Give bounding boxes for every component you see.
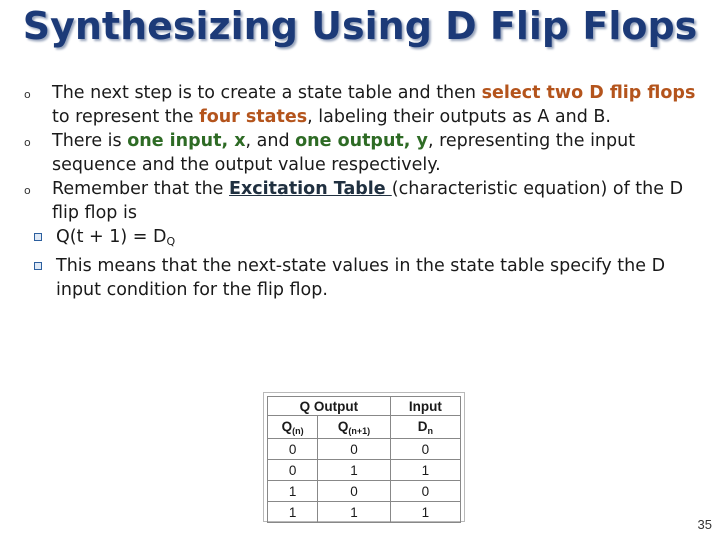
text-run: , and [245, 131, 296, 151]
excitation-table-image [263, 392, 465, 522]
table-cell: 1 [268, 502, 318, 523]
table-group-header: Input [390, 397, 460, 416]
bullet-text [52, 179, 683, 223]
highlight-text: one output, y [295, 131, 428, 151]
bullet-text [52, 83, 695, 127]
bullet-text [52, 131, 635, 175]
table-column-header: $Q_{(n)}$ [268, 416, 318, 439]
text-run: (characteristic equation) of the D flip flop is [52, 179, 684, 223]
table-cell: 1 [390, 460, 460, 481]
bullet-item [24, 177, 700, 225]
highlight-text: four states [199, 107, 308, 127]
square-bullet-icon [34, 262, 42, 270]
sub-bullet-text: Q(t + 1) = D [56, 227, 167, 247]
table-column-header-row [268, 416, 461, 439]
text-run: There is [52, 131, 128, 151]
table-cell: 0 [390, 481, 460, 502]
table-group-header: Q Output [268, 397, 391, 416]
table-cell: 0 [318, 439, 391, 460]
page-number: 35 [697, 517, 712, 532]
bullet-item [24, 129, 700, 177]
slide-title: Synthesizing Using D Flip Flops [22, 4, 698, 48]
table-cell: 0 [318, 481, 391, 502]
text-run: The next step is to create a state table and then [52, 83, 482, 103]
table-cell: 0 [390, 439, 460, 460]
table-column-header: $D_n$ [390, 416, 460, 439]
subscript-text: Q [166, 235, 176, 248]
highlight-text: select two D flip flops [481, 83, 696, 103]
table-cell: 0 [268, 460, 318, 481]
square-bullet-icon [34, 233, 42, 241]
table-row [268, 502, 461, 523]
excitation-table-link[interactable]: Excitation Table [229, 179, 392, 199]
text-run: to represent the [52, 107, 200, 127]
table-group-header-row [268, 397, 461, 416]
bullet-marker-icon: o [24, 88, 31, 101]
table-cell: 1 [318, 502, 391, 523]
text-run: , labeling their outputs as A and B. [307, 107, 611, 127]
bullet-item [24, 81, 700, 129]
table-row [268, 439, 461, 460]
sub-bullet-item [24, 225, 700, 254]
highlight-text: one input, x [127, 131, 246, 151]
table-cell: 0 [268, 439, 318, 460]
sub-bullet-text: This means that the next-state values in the state table specify the D input condition for the flip flop. [56, 256, 666, 300]
text-run: , representing the input sequence and the output value respectively. [52, 131, 636, 175]
excitation-table [267, 396, 461, 523]
sub-bullet-list [24, 225, 700, 302]
table-column-header: $Q_{(n+1)}$ [318, 416, 391, 439]
text-run: Remember that the [52, 179, 230, 199]
table-cell: 1 [268, 481, 318, 502]
table-cell: 1 [390, 502, 460, 523]
table-row [268, 481, 461, 502]
bullet-list [24, 81, 700, 302]
table-cell: 1 [318, 460, 391, 481]
bullet-marker-icon: o [24, 136, 31, 149]
table-row [268, 460, 461, 481]
bullet-marker-icon: o [24, 184, 31, 197]
sub-bullet-item [24, 254, 700, 302]
